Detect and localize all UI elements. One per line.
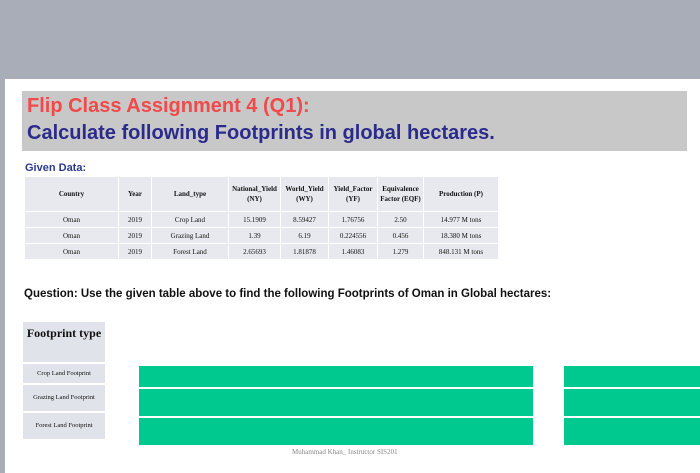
given-data-label: Given Data: bbox=[25, 162, 87, 174]
table-cell: 1.46083 bbox=[329, 244, 378, 260]
table-cell: 2019 bbox=[119, 212, 152, 228]
header-production: Production (P) bbox=[424, 177, 499, 212]
header-equivalence-factor: Equivalence Factor (EQF) bbox=[378, 177, 424, 212]
table-row bbox=[25, 212, 499, 228]
table-cell: 0.456 bbox=[378, 228, 424, 244]
table-cell: Oman bbox=[25, 212, 119, 228]
question-text: Question: Use the given table above to find the following Footprints of Oman in Global hectares: bbox=[24, 288, 552, 300]
answer-box-crop[interactable] bbox=[139, 366, 533, 387]
table-cell: 1.76756 bbox=[329, 212, 378, 228]
table-cell: 6.19 bbox=[281, 228, 329, 244]
footprint-row-crop: Crop Land Footprint bbox=[23, 362, 105, 383]
table-cell: Crop Land bbox=[152, 212, 229, 228]
slide-title: Flip Class Assignment 4 (Q1): bbox=[27, 95, 310, 117]
table-cell: 1.39 bbox=[229, 228, 281, 244]
table-cell: Oman bbox=[25, 228, 119, 244]
footprint-row-grazing: Grazing Land Footprint bbox=[23, 383, 105, 411]
header-national-yield: National_Yield (NY) bbox=[229, 177, 281, 212]
given-data-table bbox=[24, 176, 499, 260]
table-cell: 1.279 bbox=[378, 244, 424, 260]
table-row bbox=[25, 228, 499, 244]
table-cell: 2.65693 bbox=[229, 244, 281, 260]
table-header-row bbox=[25, 177, 499, 212]
table-cell: Grazing Land bbox=[152, 228, 229, 244]
table-cell: 14.977 M tons bbox=[424, 212, 499, 228]
table-cell: 2019 bbox=[119, 244, 152, 260]
header-yield-factor: Yield_Factor (YF) bbox=[329, 177, 378, 212]
title-banner bbox=[22, 91, 687, 151]
answer-box-grazing-right[interactable] bbox=[564, 389, 700, 416]
footprint-type-table bbox=[23, 322, 105, 439]
table-cell: 0.224556 bbox=[329, 228, 378, 244]
table-cell: 15.1909 bbox=[229, 212, 281, 228]
slide bbox=[5, 79, 700, 473]
answer-box-forest-right[interactable] bbox=[564, 418, 700, 445]
footer-credit: Muhammad Khan_ Instructor SIS201 bbox=[292, 448, 398, 456]
table-cell: 18.380 M tons bbox=[424, 228, 499, 244]
footprint-type-header: Footprint type bbox=[23, 322, 105, 362]
table-row bbox=[25, 244, 499, 260]
footprint-row-forest: Forest Land Footprint bbox=[23, 411, 105, 439]
answer-box-grazing[interactable] bbox=[139, 389, 533, 416]
table-cell: Oman bbox=[25, 244, 119, 260]
table-cell: 2.50 bbox=[378, 212, 424, 228]
table-cell: 2019 bbox=[119, 228, 152, 244]
header-country: Country bbox=[25, 177, 119, 212]
table-cell: Forest Land bbox=[152, 244, 229, 260]
header-land-type: Land_type bbox=[152, 177, 229, 212]
table-cell: 8.59427 bbox=[281, 212, 329, 228]
table-cell: 1.81878 bbox=[281, 244, 329, 260]
header-year: Year bbox=[119, 177, 152, 212]
slide-subtitle: Calculate following Footprints in global hectares. bbox=[27, 122, 495, 144]
answer-box-crop-right[interactable] bbox=[564, 366, 700, 387]
answer-box-forest[interactable] bbox=[139, 418, 533, 445]
header-world-yield: World_Yield (WY) bbox=[281, 177, 329, 212]
table-cell: 848.131 M tons bbox=[424, 244, 499, 260]
